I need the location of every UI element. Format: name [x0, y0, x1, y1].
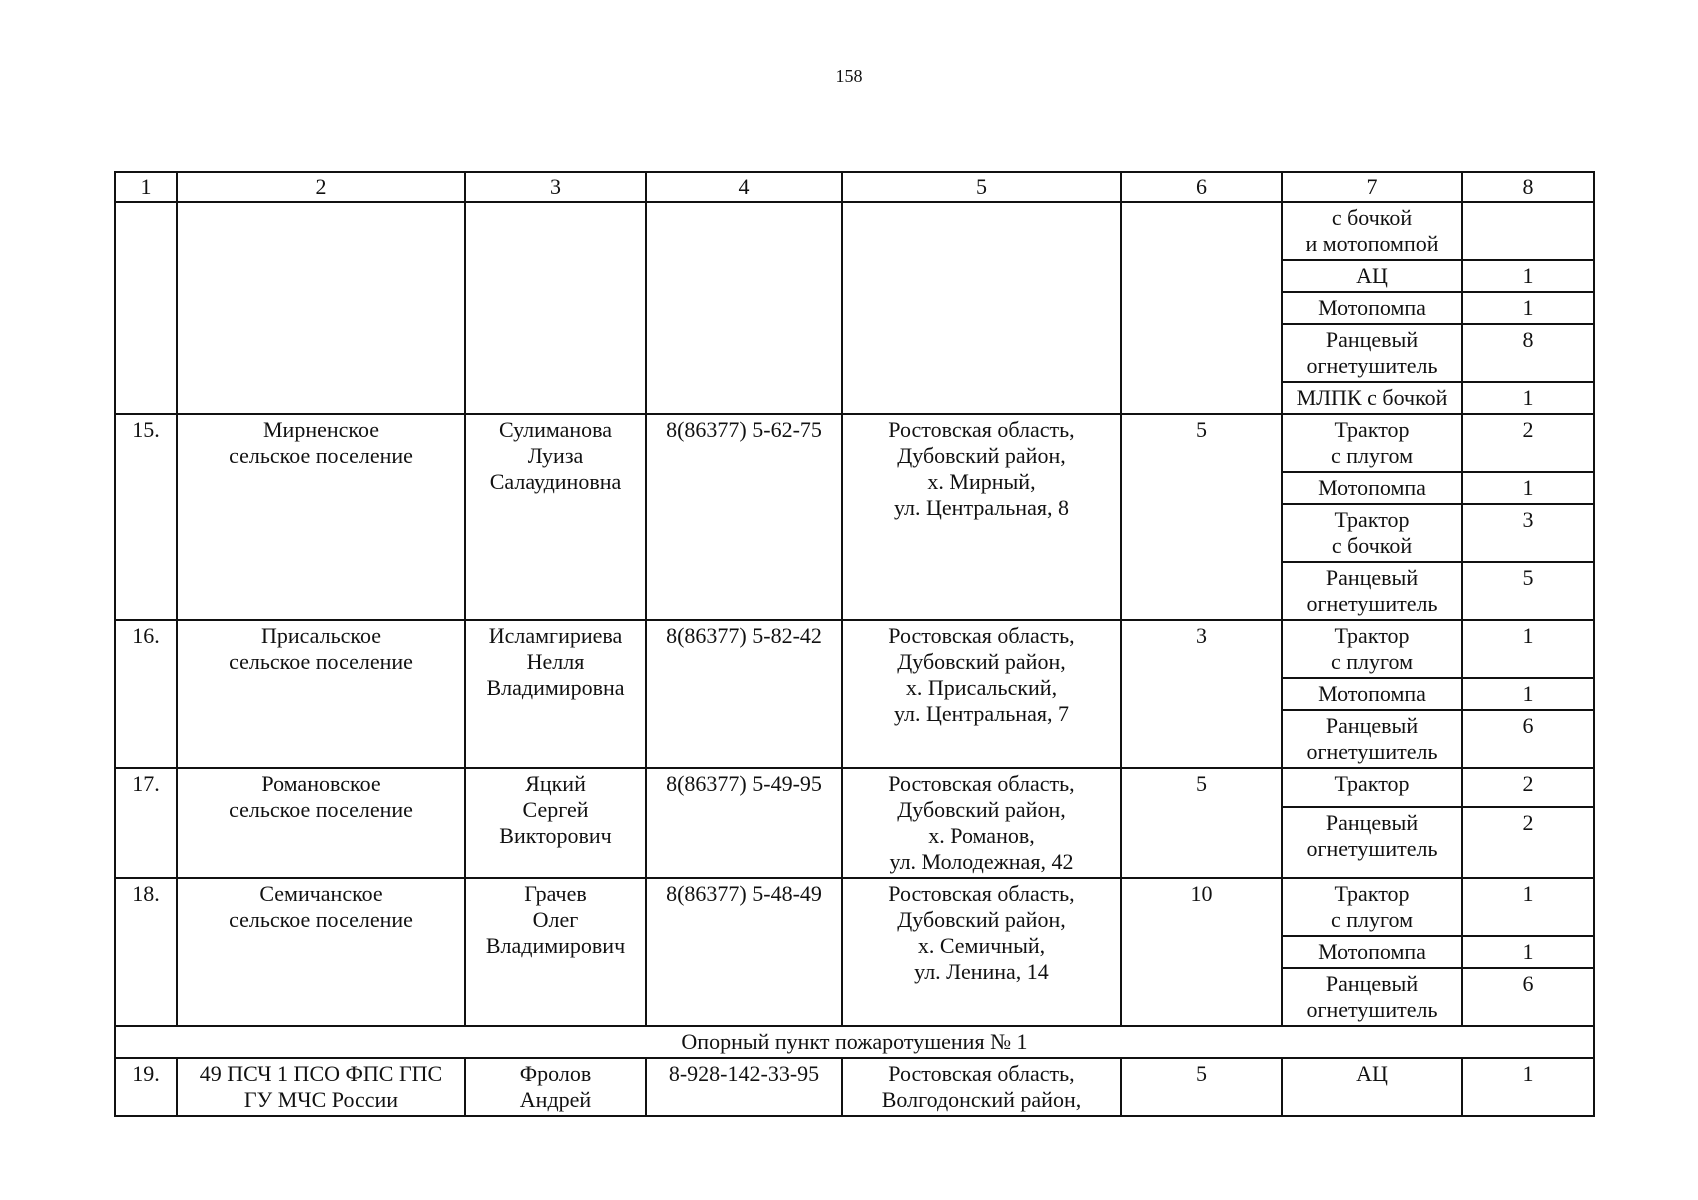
equipment-qty: 2 — [1462, 768, 1594, 807]
table-body — [115, 172, 1594, 1116]
page-number: 158 — [835, 66, 863, 86]
equipment-qty: 3 — [1462, 504, 1594, 562]
equipment-qty — [1462, 202, 1594, 260]
equipment-name: Мотопомпа — [1282, 472, 1462, 504]
equipment-name: Ранцевый огнетушитель — [1282, 562, 1462, 620]
equipment-name: Ранцевый огнетушитель — [1282, 710, 1462, 768]
row-number: 15. — [115, 414, 177, 620]
equipment-name: Ранцевый огнетушитель — [1282, 968, 1462, 1026]
equipment-name: Мотопомпа — [1282, 678, 1462, 710]
phone-number: 8(86377) 5-82-42 — [646, 620, 842, 768]
equipment-name: АЦ — [1282, 1058, 1462, 1116]
settlement-name: Романовское сельское поселение — [177, 768, 465, 878]
equipment-name: Ранцевый огнетушитель — [1282, 807, 1462, 878]
personnel-count: 5 — [1121, 1058, 1282, 1116]
phone-number: 8(86377) 5-62-75 — [646, 414, 842, 620]
equipment-name: МЛПК с бочкой — [1282, 382, 1462, 414]
section-title: Опорный пункт пожаротушения № 1 — [115, 1026, 1594, 1058]
equipment-name: АЦ — [1282, 260, 1462, 292]
equipment-qty: 1 — [1462, 382, 1594, 414]
column-header: 6 — [1121, 172, 1282, 202]
equipment-name: Трактор с плугом — [1282, 414, 1462, 472]
empty-cell — [465, 202, 646, 414]
equipment-qty: 1 — [1462, 678, 1594, 710]
empty-cell — [646, 202, 842, 414]
column-header: 5 — [842, 172, 1121, 202]
header-row — [115, 172, 1594, 202]
equipment-qty: 2 — [1462, 414, 1594, 472]
head-name: Фролов Андрей — [465, 1058, 646, 1116]
table-row — [115, 878, 1594, 936]
equipment-name: Трактор с бочкой — [1282, 504, 1462, 562]
column-header: 7 — [1282, 172, 1462, 202]
equipment-qty: 1 — [1462, 260, 1594, 292]
table-row — [115, 620, 1594, 678]
table-row — [115, 202, 1594, 260]
phone-number: 8(86377) 5-48-49 — [646, 878, 842, 1026]
column-header: 4 — [646, 172, 842, 202]
equipment-qty: 2 — [1462, 807, 1594, 878]
row-number: 18. — [115, 878, 177, 1026]
table-row — [115, 1058, 1594, 1116]
equipment-name: Трактор — [1282, 768, 1462, 807]
column-header: 8 — [1462, 172, 1594, 202]
personnel-count: 10 — [1121, 878, 1282, 1026]
equipment-qty: 1 — [1462, 292, 1594, 324]
equipment-qty: 8 — [1462, 324, 1594, 382]
address: Ростовская область, Дубовский район, х. Присальский, ул. Центральная, 7 — [842, 620, 1121, 768]
empty-cell — [177, 202, 465, 414]
equipment-qty: 1 — [1462, 936, 1594, 968]
head-name: Исламгириева Нелля Владимировна — [465, 620, 646, 768]
empty-cell — [1121, 202, 1282, 414]
address: Ростовская область, Волгодонский район, — [842, 1058, 1121, 1116]
personnel-count: 5 — [1121, 768, 1282, 878]
equipment-name: Трактор с плугом — [1282, 878, 1462, 936]
row-number: 19. — [115, 1058, 177, 1116]
resources-table — [114, 171, 1595, 1117]
equipment-qty: 1 — [1462, 620, 1594, 678]
empty-cell — [115, 202, 177, 414]
settlement-name: Семичанское сельское поселение — [177, 878, 465, 1026]
address: Ростовская область, Дубовский район, х. Романов, ул. Молодежная, 42 — [842, 768, 1121, 878]
equipment-name: Трактор с плугом — [1282, 620, 1462, 678]
settlement-name: Мирненское сельское поселение — [177, 414, 465, 620]
column-header: 3 — [465, 172, 646, 202]
table-row — [115, 768, 1594, 807]
equipment-name: с бочкой и мотопомпой — [1282, 202, 1462, 260]
equipment-name: Ранцевый огнетушитель — [1282, 324, 1462, 382]
personnel-count: 5 — [1121, 414, 1282, 620]
equipment-qty: 1 — [1462, 1058, 1594, 1116]
personnel-count: 3 — [1121, 620, 1282, 768]
head-name: Яцкий Сергей Викторович — [465, 768, 646, 878]
phone-number: 8-928-142-33-95 — [646, 1058, 842, 1116]
address: Ростовская область, Дубовский район, х. Семичный, ул. Ленина, 14 — [842, 878, 1121, 1026]
equipment-qty: 5 — [1462, 562, 1594, 620]
equipment-qty: 1 — [1462, 472, 1594, 504]
column-header: 1 — [115, 172, 177, 202]
row-number: 17. — [115, 768, 177, 878]
head-name: Сулиманова Луиза Салаудиновна — [465, 414, 646, 620]
equipment-qty: 1 — [1462, 878, 1594, 936]
address: Ростовская область, Дубовский район, х. Мирный, ул. Центральная, 8 — [842, 414, 1121, 620]
empty-cell — [842, 202, 1121, 414]
equipment-name: Мотопомпа — [1282, 936, 1462, 968]
table-row — [115, 414, 1594, 472]
head-name: Грачев Олег Владимирович — [465, 878, 646, 1026]
equipment-name: Мотопомпа — [1282, 292, 1462, 324]
section-row — [115, 1026, 1594, 1058]
row-number: 16. — [115, 620, 177, 768]
column-header: 2 — [177, 172, 465, 202]
unit-name: 49 ПСЧ 1 ПСО ФПС ГПС ГУ МЧС России — [177, 1058, 465, 1116]
equipment-qty: 6 — [1462, 710, 1594, 768]
equipment-qty: 6 — [1462, 968, 1594, 1026]
phone-number: 8(86377) 5-49-95 — [646, 768, 842, 878]
settlement-name: Присальское сельское поселение — [177, 620, 465, 768]
